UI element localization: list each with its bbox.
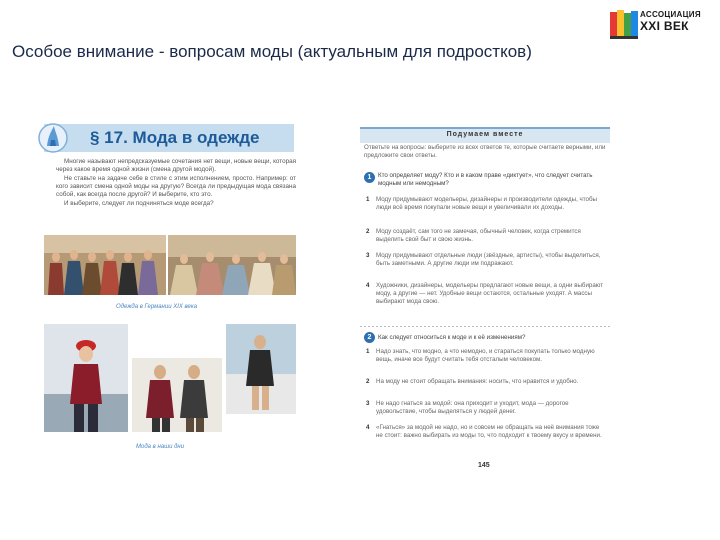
section-emblem-icon	[38, 120, 68, 156]
answer-item: 4 «Гнаться» за модой не надо, но и совсем не обращать на неё внимания тоже не стоит: важно выбирать из моды то, что подходит к твоему вкусу и времени.	[366, 424, 602, 439]
answer-item: 2 На моду не стоит обращать внимания: носить, что нравится и удобно.	[366, 378, 579, 385]
instructions-text: Ответьте на вопросы: выберите из всех ответов те, которые считаете верными, или предложите свои ответы.	[364, 144, 606, 159]
page-number: 145	[478, 462, 490, 469]
question-2-text: Как следует относиться к моде и к её изменениям?	[378, 334, 526, 341]
think-together-band	[360, 127, 610, 143]
answer-item: 1 Моду придумывают модельеры, дизайнеры и производители одежды, чтобы люди всё время покупали новые вещи и увеличивали их доходы.	[366, 196, 597, 211]
photo-modern-fashion-1	[44, 324, 128, 432]
answer-item: 4 Художники, дизайнеры, модельеры предлагают новые вещи, а одни выбирают моду, а другие — нет. Удобные вещи остаются, остальные уходят. А массы выбирают мода свою.	[366, 282, 604, 305]
textbook-right-page	[360, 124, 612, 470]
answer-item: 2 Моду создаёт, сам того не замечая, обычный человек, когда стремится выделить свой быт и свою жизнь.	[366, 228, 581, 243]
slide-title: Особое внимание - вопросам моды (актуальным для подростков)	[12, 42, 532, 61]
paragraph: И выберите, следует ли подчиняться моде всегда?	[64, 200, 214, 208]
section-body-text	[56, 158, 296, 210]
question-divider	[360, 326, 610, 327]
photo-modern-fashion-3	[226, 324, 296, 414]
photo-caption-modern: Мода в наши дни	[136, 444, 185, 450]
answer-item: 3 Моду придумывают отдельные люди (звёздные, артисты), чтобы выделиться, быть заметными. А другие люди им подражают.	[366, 252, 601, 267]
question-1-marker: 1	[364, 172, 375, 183]
answer-item: 3 Не надо гнаться за модой: она приходит и уходит, мода — дорогое удовольствие, чтобы выделяться у людей денег.	[366, 400, 569, 415]
section-title: § 17. Мода в одежде	[90, 128, 260, 147]
band-title: Подумаем вместе	[446, 131, 524, 138]
photo-19th-century-dress-left	[44, 235, 166, 295]
photo-modern-fashion-2	[132, 358, 222, 432]
logo-line1: АССОЦИАЦИЯ	[640, 10, 701, 19]
logo-text	[640, 10, 701, 33]
answer-item: 1 Надо знать, что модно, а что немодно, и стараться покупать только модную вещь, иначе все будут считать тебя отсталым человеком.	[366, 348, 595, 363]
question-1-text: Кто определяет моду? Кто и в каком праве «диктует», что следует считать модным или немодным?	[378, 172, 593, 187]
textbook-left-page	[36, 118, 298, 460]
paragraph: Многие называют непредсказуемые сочетания нет вещи, новые вещи, которая через какое время одной жизни (смена другой модой).	[56, 158, 296, 174]
question-2-marker: 2	[364, 332, 375, 343]
paragraph: Не ставьте на задаче себе в стиле с этим исполнением, просто. Например: от кого зависит смена одной моды на другую? Всегда ли предыдущая мода связана собой, как всегда после другой? И выберите, кто это.	[56, 175, 296, 199]
photo-caption-19th-century: Одежда в Германии XIX века	[116, 304, 198, 310]
photo-19th-century-dress-right	[168, 235, 296, 295]
section-header	[44, 124, 294, 152]
logo-line2: XXI ВЕК	[640, 19, 689, 33]
